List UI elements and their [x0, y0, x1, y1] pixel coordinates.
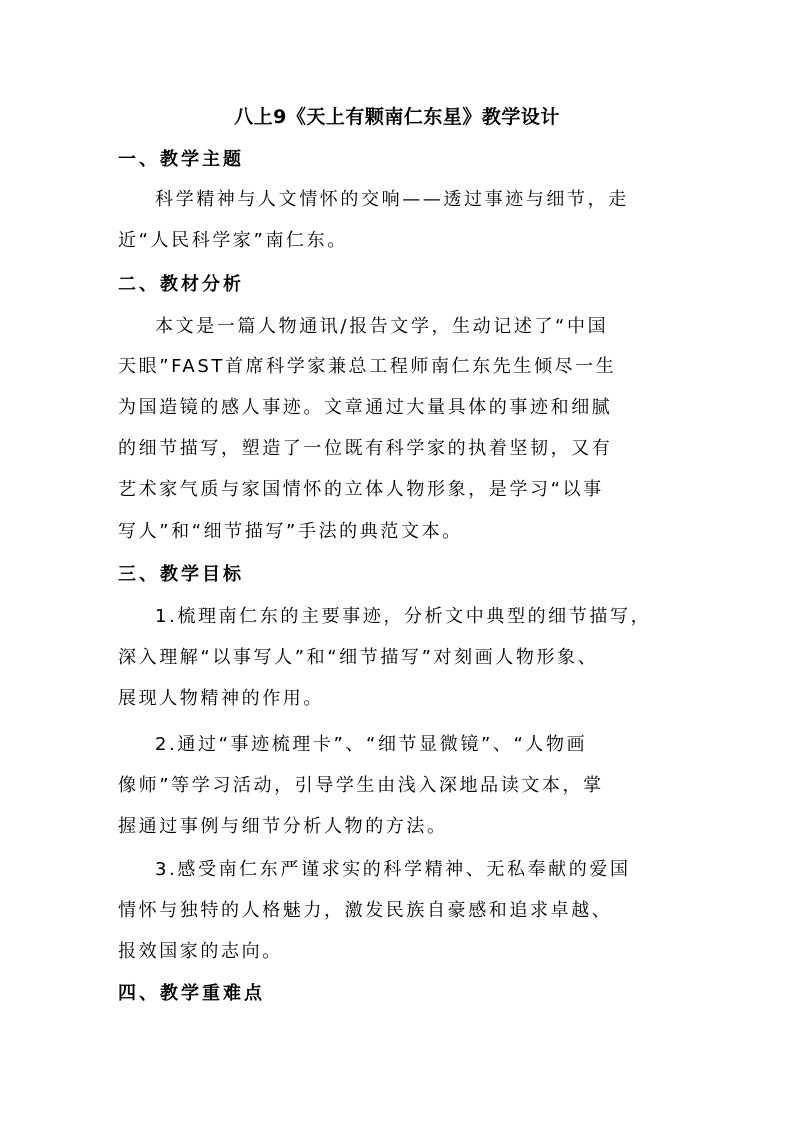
paragraph-line: 本文是一篇人物通讯/报告文学，生动记述了“中国: [155, 316, 609, 337]
paragraph-line: 近“人民科学家”南仁东。: [118, 230, 348, 251]
paragraph-line: 情怀与独特的人格魅力，激发民族自豪感和追求卓越、: [118, 900, 613, 921]
section-heading-key-difficulties: 四、教学重难点: [118, 983, 265, 1004]
paragraph-line: 科学精神与人文情怀的交响——透过事迹与细节，走: [155, 189, 629, 210]
paragraph-line: 写人”和“细节描写”手法的典范文本。: [118, 521, 463, 542]
section-heading-material-analysis: 二、教材分析: [118, 274, 244, 295]
paragraph-line: 1.梳理南仁东的主要事迹，分析文中典型的细节描写，: [155, 606, 652, 627]
paragraph-line: 天眼”FAST首席科学家兼总工程师南仁东先生倾尽一生: [118, 356, 617, 377]
document-title: 八上9《天上有颗南仁东星》教学设计: [234, 106, 560, 128]
paragraph-line: 2.通过“事迹梳理卡”、“细节显微镜”、“人物画: [155, 734, 588, 755]
paragraph-line: 深入理解“以事写人”和“细节描写”对刻画人物形象、: [118, 647, 599, 668]
paragraph-line: 报效国家的志向。: [118, 941, 283, 962]
paragraph-line: 的细节描写，塑造了一位既有科学家的执着坚韧，又有: [118, 438, 613, 459]
paragraph-line: 像师”等学习活动，引导学生由浅入深地品读文本，掌: [118, 775, 604, 796]
section-heading-teaching-goals: 三、教学目标: [118, 564, 244, 585]
paragraph-line: 3.感受南仁东严谨求实的科学精神、无私奉献的爱国: [155, 859, 631, 880]
section-heading-teaching-theme: 一、教学主题: [118, 149, 244, 170]
paragraph-line: 为国造镜的感人事迹。文章通过大量具体的事迹和细腻: [118, 397, 613, 418]
paragraph-line: 握通过事例与细节分析人物的方法。: [118, 816, 448, 837]
paragraph-line: 艺术家气质与家国情怀的立体人物形象，是学习“以事: [118, 479, 604, 500]
paragraph-line: 展现人物精神的作用。: [118, 688, 324, 709]
